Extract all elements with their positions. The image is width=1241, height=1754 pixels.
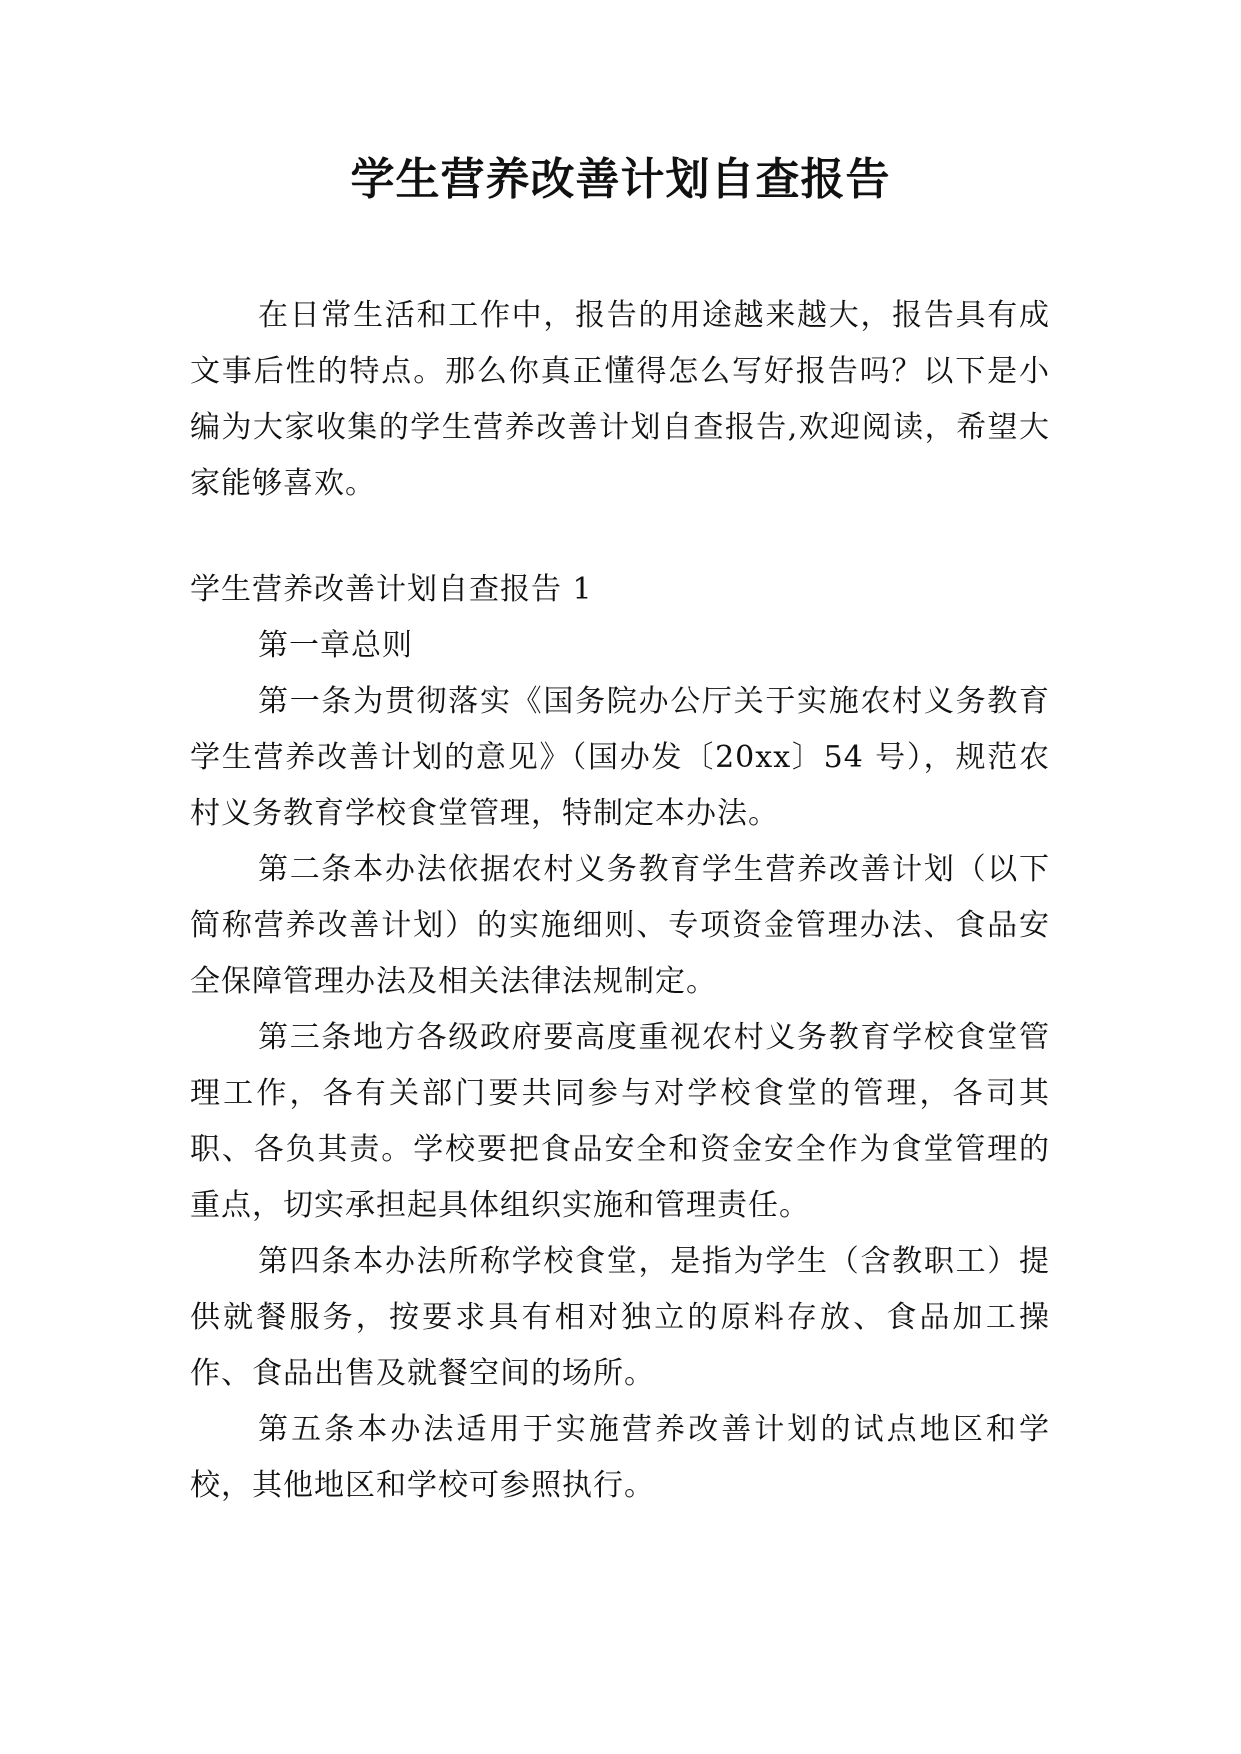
- document-title: 学生营养改善计划自查报告: [350, 154, 891, 205]
- article-paragraph: 第三条地方各级政府要高度重视农村义务教育学校食堂管理工作，各有关部门要共同参与对学校食堂的管理，各司其职、各负其责。学校要把食品安全和资金安全作为食堂管理的重点，切实承担起具体组织实施和管理责任。: [190, 1020, 1050, 1223]
- article-paragraph: 第二条本办法依据农村义务教育学生营养改善计划（以下简称营养改善计划）的实施细则、专项资金管理办法、食品安全保障管理办法及相关法律法规制定。: [190, 852, 1050, 999]
- section-title: 学生营养改善计划自查报告 1: [190, 572, 593, 607]
- article-paragraph: 第一条为贯彻落实《国务院办公厅关于实施农村义务教育学生营养改善计划的意见》（国办发〔20xx〕54 号），规范农村义务教育学校食堂管理，特制定本办法。: [190, 684, 1050, 831]
- intro-paragraph: 在日常生活和工作中，报告的用途越来越大，报告具有成文事后性的特点。那么你真正懂得怎么写好报告吗？以下是小编为大家收集的学生营养改善计划自查报告,欢迎阅读，希望大家能够喜欢。: [190, 298, 1050, 501]
- chapter-title: 第一章总则: [258, 628, 413, 663]
- article-paragraph: 第五条本办法适用于实施营养改善计划的试点地区和学校，其他地区和学校可参照执行。: [190, 1412, 1050, 1503]
- article-paragraph: 第四条本办法所称学校食堂，是指为学生（含教职工）提供就餐服务，按要求具有相对独立的原料存放、食品加工操作、食品出售及就餐空间的场所。: [190, 1244, 1050, 1391]
- document-body: [190, 288, 1050, 1514]
